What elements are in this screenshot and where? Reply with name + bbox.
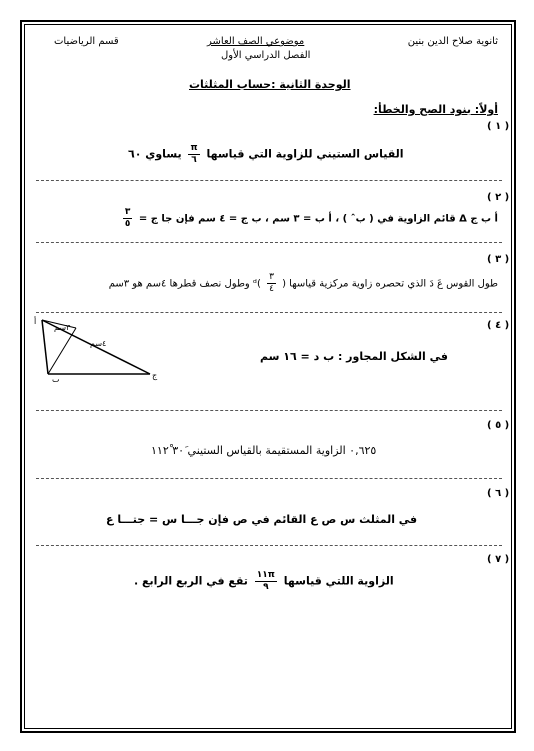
divider [36,545,502,546]
question-text: الزاوية اللتي قياسها [283,574,394,588]
question-number: ( ١ ) [487,121,510,132]
question-text: في الشكل المجاور : ب د = ١٦ سم [260,350,448,363]
fraction [255,571,277,592]
fraction [267,273,276,294]
question-text: القياس الستيني للزاوية التي قياسها [206,147,404,161]
question-text: ٠,٦٢٥ الزاوية المستقيمة بالقياس الستيني ٣٠َ ١١٢ْ [151,444,377,457]
side-label: ٣سم [54,323,71,332]
question-2 [120,208,498,229]
divider [36,242,502,243]
question-text: طول القوس عَ دَ الذي تحصره زاوية مركزية قياسها ( [282,278,498,290]
fraction [188,144,199,165]
question-text: أ ب ج Δ قائم الزاوية في ( بˆ ) ، أ ب = ٣ سم ، ب ج = ٤ سم فإن جا ج = [138,213,498,225]
divider [36,180,502,181]
question-number: ( ٢ ) [487,192,510,203]
question-text: )ᵈ وطول نصف قطرها ٤سم هو ٣سم [108,278,261,290]
unit-title: الوحدة الثانية :حساب المثلثات [189,78,351,91]
question-number: ( ٥ ) [487,420,510,431]
question-number: ( ٧ ) [487,554,510,565]
divider [36,478,502,479]
question-number: ( ٤ ) [487,320,510,331]
question-text: تقع في الربع الرابع . [134,574,248,588]
side-label: ٤سم [90,339,107,348]
fraction-numerator: π [190,143,198,153]
vertex-label: ب [52,375,60,382]
question-number: ( ٣ ) [487,254,510,265]
fraction-denominator: ٦ [191,155,197,165]
divider [36,312,502,313]
question-1 [128,144,404,165]
fraction-numerator: ٣ [269,272,274,282]
question-3 [109,273,498,294]
question-7 [134,571,394,592]
question-text: في المثلث س ص ع القائم في ص فإن جـــا س = جتـــا ع [106,513,418,526]
fraction [123,208,133,229]
triangle-figure [32,316,172,382]
fraction-denominator: ٤ [269,284,274,294]
question-text: يساوي ٦٠ [128,147,182,161]
subject-title: موضوعي الصف العاشر [207,36,305,47]
fraction-denominator: ٥ [124,219,131,229]
section-title: أولاً: بنود الصح والخطأ: [373,103,498,116]
question-number: ( ٦ ) [487,488,510,499]
divider [36,410,502,411]
fraction-numerator: ٣ [124,207,131,217]
fraction-denominator: ٩ [263,582,269,592]
vertex-label: ج [152,371,158,380]
term-label: الفصل الدراسي الأول [221,50,311,61]
fraction-numerator: ١١π [256,570,275,580]
department-label: قسم الرياضيات [54,36,119,47]
school-name: ثانوية صلاح الدين بنين [407,36,498,47]
vertex-label: أ [34,317,37,326]
